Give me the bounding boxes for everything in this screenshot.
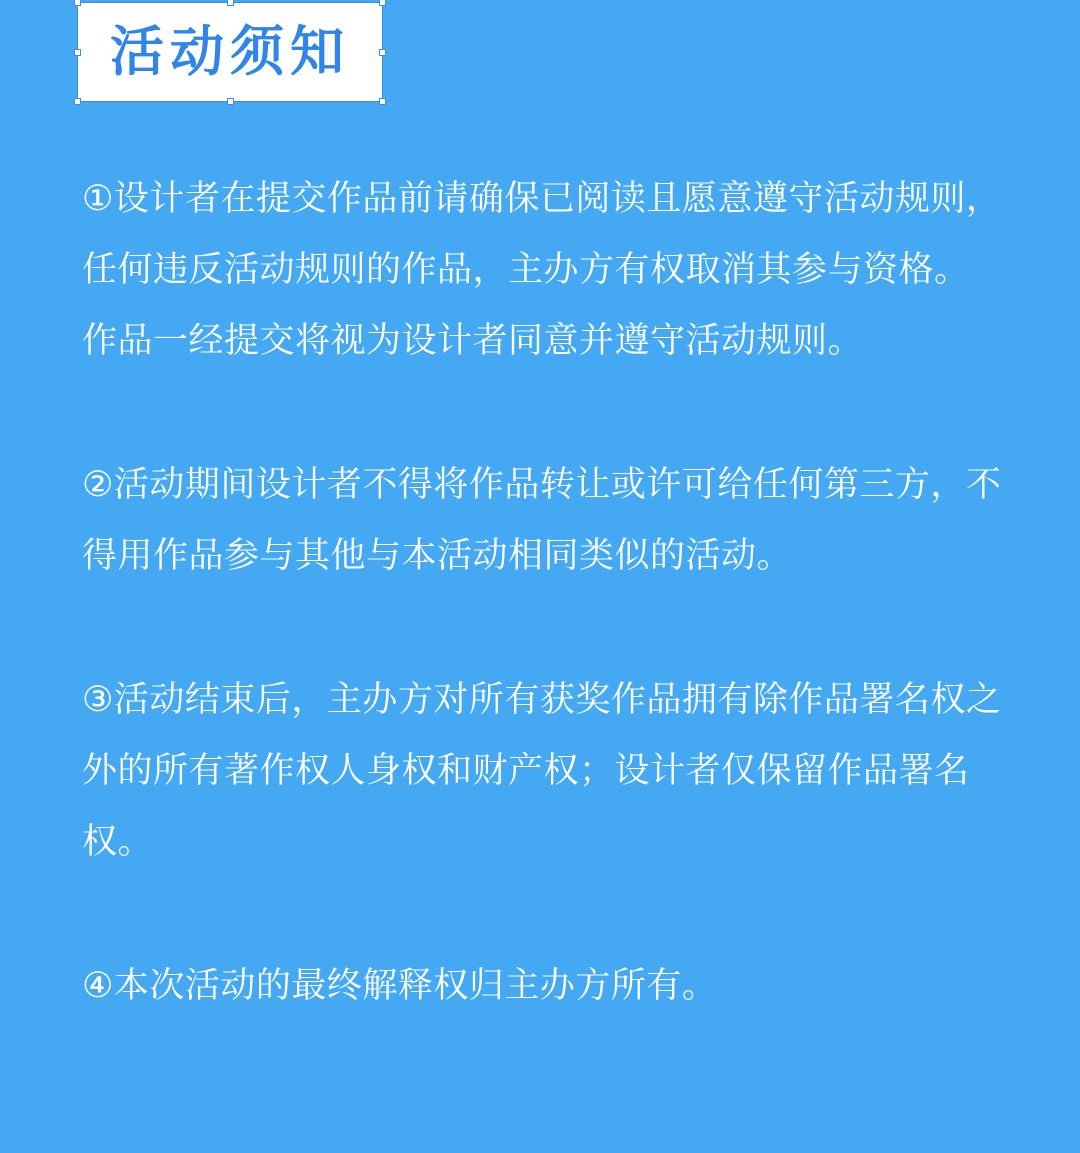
resize-handle-top-right[interactable] [379, 0, 386, 6]
rules-list [82, 164, 1002, 1022]
title-box[interactable] [77, 2, 383, 102]
resize-handle-top-middle[interactable] [227, 0, 234, 6]
page-title: 活动须知 [110, 20, 350, 83]
resize-handle-bottom-right[interactable] [379, 98, 386, 105]
resize-handle-middle-right[interactable] [379, 49, 386, 56]
resize-handle-middle-left[interactable] [74, 49, 81, 56]
rule-item-1: ①设计者在提交作品前请确保已阅读且愿意遵守活动规则，任何违反活动规则的作品，主办方有权取消其参与资格。作品一经提交将视为设计者同意并遵守活动规则。 [82, 179, 1002, 361]
rule-item-2: ②活动期间设计者不得将作品转让或许可给任何第三方，不得用作品参与其他与本活动相同类似的活动。 [82, 465, 1002, 576]
resize-handle-bottom-left[interactable] [74, 98, 81, 105]
rule-item-4: ④本次活动的最终解释权归主办方所有。 [82, 966, 718, 1006]
resize-handle-bottom-middle[interactable] [227, 98, 234, 105]
rule-item-3: ③活动结束后，主办方对所有获奖作品拥有除作品署名权之外的所有著作权人身权和财产权；设计者仅保留作品署名权。 [82, 680, 1002, 862]
resize-handle-top-left[interactable] [74, 0, 81, 6]
